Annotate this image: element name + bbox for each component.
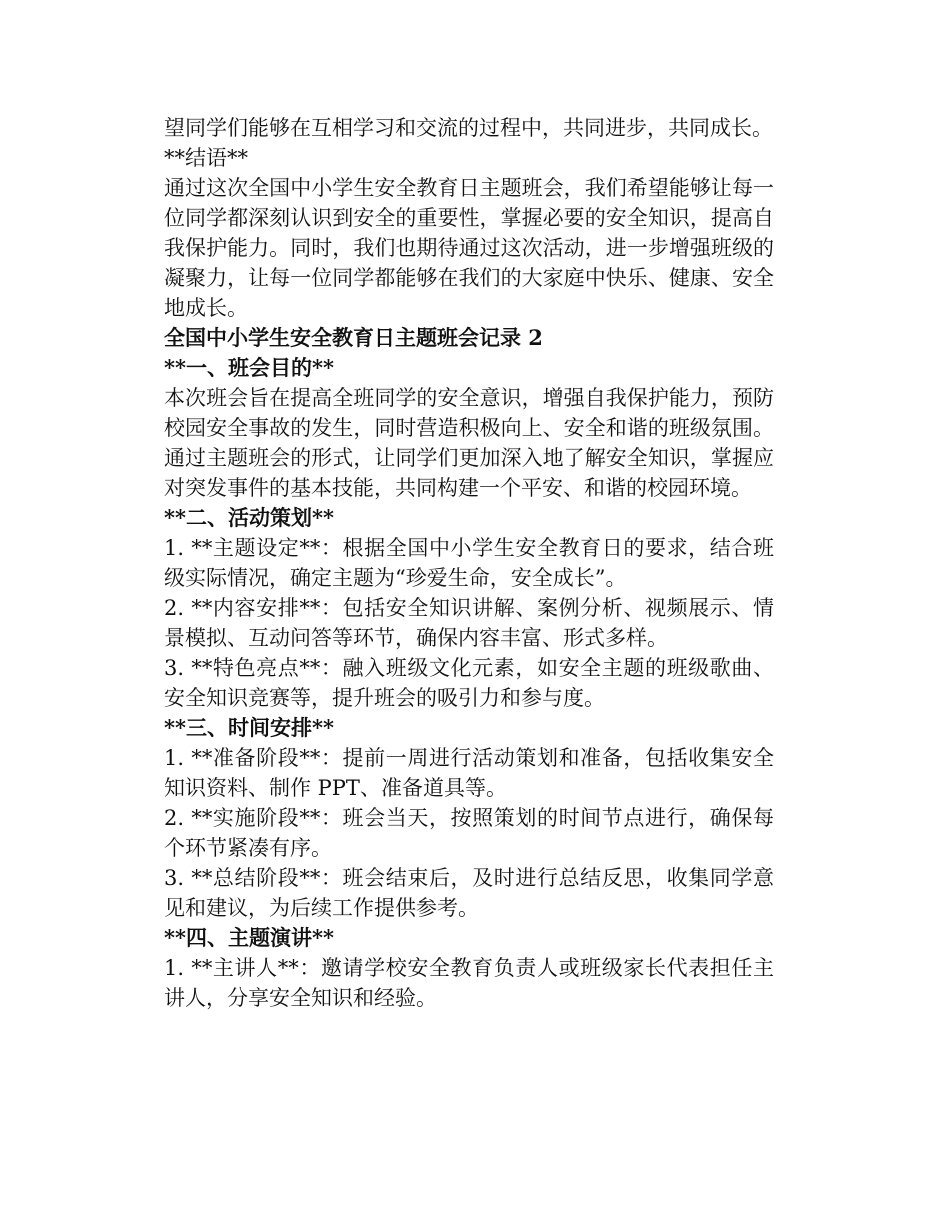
list-item-implementation: 2. **实施阶段**：班会当天，按照策划的时间节点进行，确保每个环节紧凑有序。	[164, 806, 774, 860]
document-body	[164, 113, 774, 1013]
list-item-summary: 3. **总结阶段**：班会结束后，及时进行总结反思，收集同学意见和建议，为后续工作提供参考。	[164, 866, 774, 920]
paragraph-purpose: 本次班会旨在提高全班同学的安全意识，增强自我保护能力，预防校园安全事故的发生，同时营造积极向上、安全和谐的班级氛围。通过主题班会的形式，让同学们更加深入地了解安全知识，掌握应对突发事件的基本技能，共同构建一个平安、和谐的校园环境。	[164, 386, 774, 500]
heading-section-2: **二、活动策划**	[164, 505, 334, 530]
document-title-record-2: 全国中小学生安全教育日主题班会记录 2	[164, 325, 543, 350]
paragraph-intro-continued: 望同学们能够在互相学习和交流的过程中，共同进步，共同成长。	[164, 116, 773, 140]
heading-section-1: **一、班会目的**	[164, 355, 334, 380]
list-item-preparation: 1. **准备阶段**：提前一周进行活动策划和准备，包括收集安全知识资料、制作 PPT、准备道具等。	[164, 746, 774, 800]
list-item-content: 2. **内容安排**：包括安全知识讲解、案例分析、视频展示、情景模拟、互动问答等环节，确保内容丰富、形式多样。	[164, 596, 774, 650]
heading-section-3: **三、时间安排**	[164, 715, 334, 740]
list-item-theme: 1. **主题设定**：根据全国中小学生安全教育日的要求，结合班级实际情况，确定主题为“珍爱生命，安全成长”。	[164, 536, 774, 590]
list-item-speaker: 1. **主讲人**：邀请学校安全教育负责人或班级家长代表担任主讲人，分享安全知识和经验。	[164, 956, 774, 1010]
heading-conclusion: **结语**	[164, 146, 248, 170]
list-item-highlights: 3. **特色亮点**：融入班级文化元素，如安全主题的班级歌曲、安全知识竞赛等，提升班会的吸引力和参与度。	[164, 656, 774, 710]
paragraph-conclusion: 通过这次全国中小学生安全教育日主题班会，我们希望能够让每一位同学都深刻认识到安全的重要性，掌握必要的安全知识，提高自我保护能力。同时，我们也期待通过这次活动，进一步增强班级的凝聚力，让每一位同学都能够在我们的大家庭中快乐、健康、安全地成长。	[164, 176, 774, 320]
heading-section-4: **四、主题演讲**	[164, 925, 334, 950]
